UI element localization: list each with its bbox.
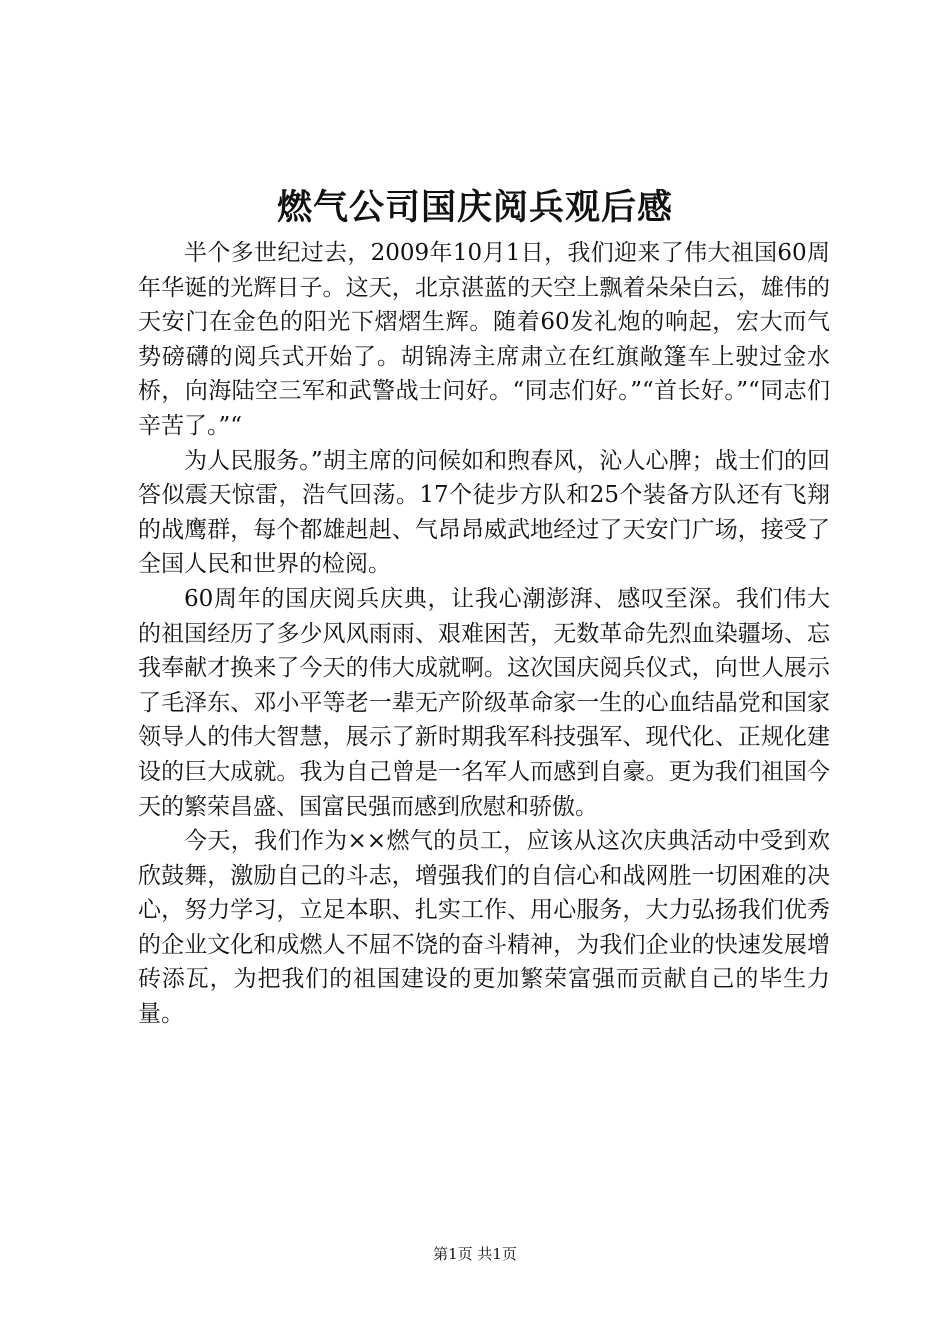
document-body [138, 236, 830, 1032]
paragraph-1: 半个多世纪过去，2009年10月1日，我们迎来了伟大祖国60周年华诞的光辉日子。这天，北京湛蓝的天空上飘着朵朵白云，雄伟的天安门在金色的阳光下熠熠生辉。随着60发礼炮的响起，宏大而气势磅礴的阅兵式开始了。胡锦涛主席肃立在红旗敞篷车上驶过金水桥，向海陆空三军和武警战士问好。“同志们好。”“首长好。”“同志们辛苦了。”“ [138, 240, 830, 439]
paragraph-4: 今天，我们作为××燃气的员工，应该从这次庆典活动中受到欢欣鼓舞，激励自己的斗志，增强我们的自信心和战网胜一切困难的决心，努力学习，立足本职、扎实工作、用心服务，大力弘扬我们优秀的企业文化和成燃人不屈不饶的奋斗精神，为我们企业的快速发展增砖添瓦，为把我们的祖国建设的更加繁荣富强而贡献自己的毕生力量。 [138, 828, 830, 1028]
document-title: 燃气公司国庆阅兵观后感 [276, 187, 673, 228]
paragraph-2: 为人民服务。”胡主席的问候如和煦春风，沁人心脾；战士们的回答似震天惊雷，浩气回荡。17个徒步方队和25个装备方队还有飞翔的战鹰群，每个都雄赳赳、气昂昂威武地经过了天安门广场，接受了全国人民和世界的检阅。 [138, 447, 830, 578]
paragraph-3: 60周年的国庆阅兵庆典，让我心潮澎湃、感叹至深。我们伟大的祖国经历了多少风风雨雨、艰难困苦，无数革命先烈血染疆场、忘我奉献才换来了今天的伟大成就啊。这次国庆阅兵仪式，向世人展示了毛泽东、邓小平等老一辈无产阶级革命家一生的心血结晶党和国家领导人的伟大智慧，展示了新时期我军科技强军、现代化、正规化建设的巨大成就。我为自己曾是一名军人而感到自豪。更为我们祖国今天的繁荣昌盛、国富民强而感到欣慰和骄傲。 [138, 585, 830, 820]
page-footer: 第1页 共1页 [433, 1245, 517, 1263]
